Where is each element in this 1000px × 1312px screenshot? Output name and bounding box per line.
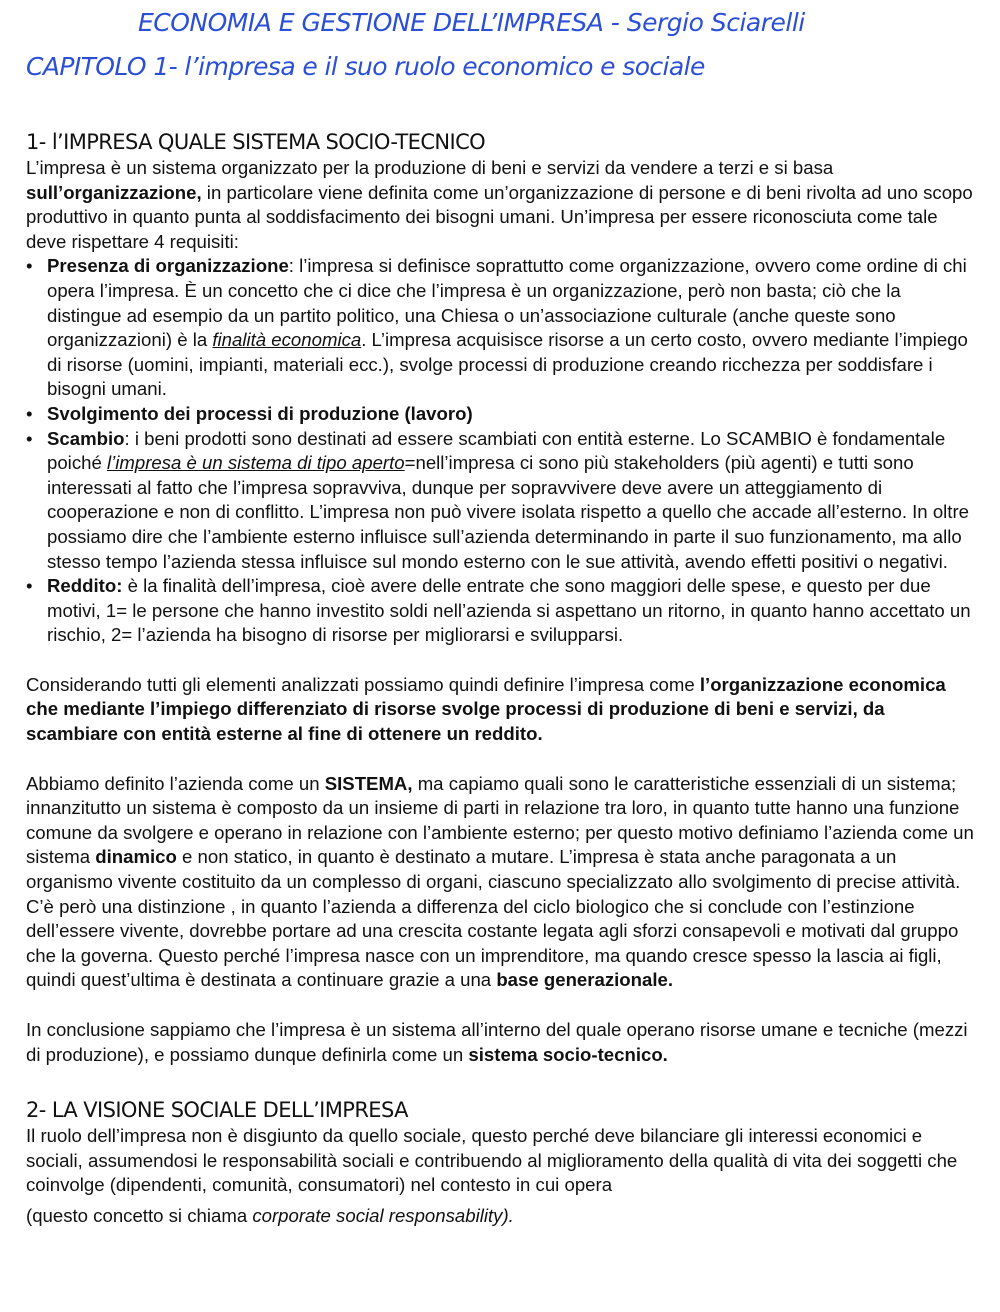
definition-paragraph (26, 673, 976, 747)
intro-text: L’impresa è un sistema organizzato per la produzione di beni e servizi da vendere a terzi e si basa (26, 157, 834, 178)
item-label: Svolgimento dei processi di produzione (lavoro) (47, 402, 473, 424)
section-2-body: Il ruolo dell’impresa non è disgiunto da quello sociale, questo perché deve bilanciare gli interessi economici e sociali, assumendosi le responsabilità sociali e contribuendo al miglioramento della qualità di vita dei soggetti che coinvolge (dipendenti, comunità, consumatori) nel contesto in cui opera (26, 1125, 958, 1196)
dynamic-bold: dinamico (95, 846, 177, 868)
system-text-continued: ma capiamo quali sono le caratteristiche essenziali di un sistema; innanzitutto un sistema è composto da un insieme di parti in relazione tra loro, in quanto tutte hanno una funzione comune da svolgere e operano in relazione con l’ambiente esterno; per questo motivo definiamo l’azienda come un sistema (26, 772, 974, 868)
list-item (26, 574, 976, 648)
chapter-title: CAPITOLO 1- l’impresa e il suo ruolo economico e sociale (26, 52, 705, 81)
bullet-icon: • (26, 255, 33, 277)
generational-bold: base generazionale. (496, 969, 674, 991)
system-paragraph (26, 772, 976, 993)
definition-text: Considerando tutti gli elementi analizzati possiamo quindi definire l’impresa come (26, 673, 700, 695)
section-2-emphasis: corporate social responsability). (252, 1204, 514, 1226)
conclusion-text: In conclusione sappiamo che l’impresa è un sistema all’interno del quale operano risorse umane e tecniche (mezzi di produzione), e possiamo dunque definirla come un (26, 1019, 968, 1065)
section-1-intro (26, 156, 976, 254)
system-text: Abbiamo definito l’azienda come un (26, 772, 325, 794)
item-text: : i beni prodotti sono destinati ad essere scambiati con entità esterne. Lo SCAMBIO è fondamentale poiché (47, 427, 946, 474)
section-2-body-end: (questo concetto si chiama (26, 1204, 253, 1226)
intro-bold: sull’organizzazione, (26, 181, 202, 203)
section-2-text (26, 1124, 976, 1198)
document-page (26, 6, 976, 1229)
requirements-list (26, 254, 976, 648)
definition-bold: l’organizzazione economica che mediante l’impiego differenziato di risorse svolge processi di produzione di beni e servizi, da scambiare con entità esterne al fine di ottenere un reddito. (26, 673, 946, 745)
intro-text-continued: in particolare viene definita come un’organizzazione di persone e di beni rivolta ad uno scopo produttivo in quanto punta al soddisfacimento dei bisogni umani. Un’impresa per essere riconosciuta come tale deve rispettare 4 requisiti: (26, 181, 973, 252)
item-label: Presenza di organizzazione (47, 255, 289, 277)
item-text-continued: . L’impresa acquisisce risorse a un certo costo, ovvero mediante l’impiego di risorse (uomini, impianti, materiali ecc.), svolge processi di produzione creando ricchezza per soddisfare i bisogni umani. (47, 329, 968, 400)
document-title: ECONOMIA E GESTIONE DELL’IMPRESA - Sergio Sciarelli (138, 8, 805, 37)
system-text-more: e non statico, in quanto è destinato a mutare. L’impresa è stata anche paragonata a un organismo vivente costituito da un complesso di organi, ciascuno specializzato allo svolgimento di precise attività. C’è però una distinzione , in quanto l’azienda a differenza del ciclo biologico che si conclude con l’estinzione dell’essere vivente, dovrebbe portare ad una crescita costante legata agli sforzi consapevoli e motivati dal gruppo che la governa. Questo perché l’impresa nasce con un imprenditore, ma quando cresce spesso la lascia ai figli, quindi quest’ultima è destinata a continuare grazie a una (26, 846, 961, 991)
bullet-icon: • (26, 427, 33, 449)
conclusion-paragraph (26, 1018, 976, 1067)
item-text: è la finalità dell’impresa, cioè avere delle entrate che sono maggiori delle spese, e questo per due motivi, 1= le persone che hanno investito soldi nell’azienda si aspettano un ritorno, in quanto hanno accettato un rischio, 2= l’azienda ha bisogno di risorse per migliorarsi e svilupparsi. (47, 575, 971, 646)
bullet-icon: • (26, 402, 33, 424)
item-label: Scambio (47, 427, 125, 449)
system-bold: SISTEMA, (324, 772, 413, 794)
section-2-text-last (26, 1204, 976, 1229)
item-emphasis: l’impresa è un sistema di tipo aperto (106, 452, 405, 474)
item-text: : l’impresa si definisce soprattutto come organizzazione, ovvero come ordine di chi opera l’impresa. È un concetto che ci dice che l’impresa è un organizzazione, però non basta; ciò che la distingue ad esempio da un partito politico, una Chiesa o un’associazione culturale (anche queste sono organizzazioni) è la (47, 255, 967, 351)
item-emphasis: finalità economica (212, 329, 362, 351)
item-text-continued: =nell’impresa ci sono più stakeholders (più agenti) e tutti sono interessati al fatto che l’impresa sopravviva, dunque per sopravvivere deve avere un atteggiamento di cooperazione e non di conflitto. L’impresa non può vivere isolata rispetto a quello che accade all’esterno. In oltre possiamo dire che l’ambiente esterno influisce sull’azienda determinando in parte il suo funzionamento, ma allo stesso tempo l’azienda stessa influisce sul mondo esterno con le sue attività, avendo effetti positivi o negativi. (47, 452, 969, 572)
list-item (26, 402, 976, 427)
section-1-heading: 1- l’IMPRESA QUALE SISTEMA SOCIO-TECNICO (26, 130, 486, 154)
conclusion-bold: sistema socio-tecnico. (468, 1043, 668, 1065)
list-item (26, 427, 976, 575)
list-item (26, 254, 976, 402)
item-label: Reddito: (47, 575, 123, 597)
bullet-icon: • (26, 575, 33, 597)
section-2-heading: 2- LA VISIONE SOCIALE DELL’IMPRESA (26, 1098, 408, 1123)
